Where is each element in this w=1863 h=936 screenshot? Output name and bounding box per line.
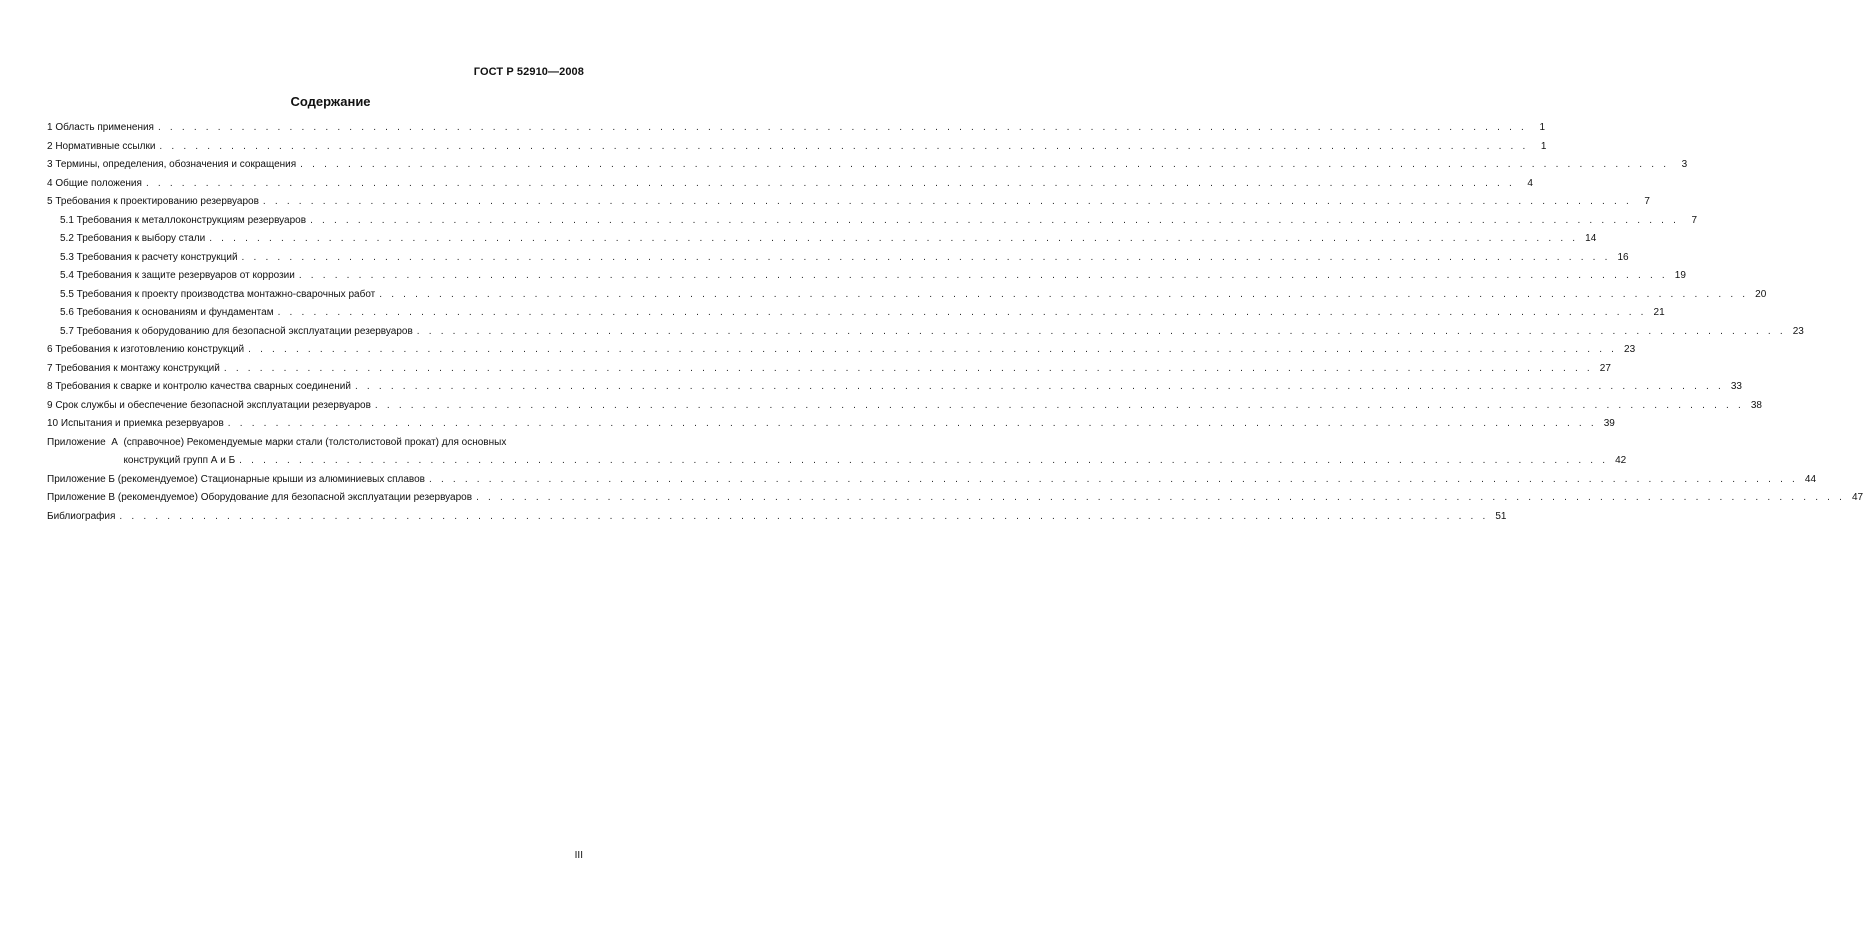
toc-page-number: 27 (1599, 362, 1611, 374)
toc-entry[interactable] (47, 508, 1507, 527)
toc-entry[interactable] (47, 267, 1686, 286)
toc-leader-dots (248, 341, 1617, 360)
toc-label: 4 Общие положения (47, 177, 142, 189)
toc-entry[interactable] (47, 119, 1546, 138)
toc-leader-dots (375, 397, 1744, 416)
toc-page-number: 20 (1755, 288, 1767, 300)
toc-label: Приложение Б (рекомендуемое) Стационарные крыши из алюминиевых сплавов (47, 473, 425, 485)
toc-entry[interactable] (47, 397, 1762, 416)
toc-page-number: 19 (1674, 270, 1686, 281)
toc-page-number: 3 (1681, 159, 1688, 170)
toc-entry[interactable] (47, 156, 1688, 175)
toc-leader-dots (228, 415, 1597, 434)
toc-leader-dots (158, 119, 1527, 138)
toc-leader-dots (379, 286, 1748, 305)
toc-page-number: 16 (1617, 251, 1629, 263)
toc-appendix-a-body (123, 434, 1626, 471)
toc-appendices (47, 471, 1863, 527)
toc-leader-dots (242, 249, 1611, 268)
toc-label: 5 Требования к проектированию резервуаров (47, 196, 259, 207)
toc-page-number: 38 (1750, 399, 1762, 411)
toc-label: 5.1 Требования к металлоконструкциям резервуаров (60, 214, 307, 226)
toc-label: Библиография (47, 510, 116, 522)
toc-page-number: 1 (1540, 140, 1547, 152)
toc-appendix-a[interactable] (47, 434, 1627, 471)
toc-page-number: 21 (1653, 307, 1665, 318)
toc-sections (47, 119, 1804, 434)
toc-leader-dots (209, 230, 1578, 249)
toc-leader-dots (417, 323, 1786, 342)
toc-page-number: 33 (1730, 381, 1742, 392)
toc-entry[interactable] (47, 360, 1611, 379)
toc-entry[interactable] (47, 138, 1547, 157)
toc-entry[interactable] (47, 471, 1817, 490)
toc-leader-dots (429, 471, 1798, 490)
toc-label: 5.3 Требования к расчету конструкций (60, 251, 238, 263)
toc-leader-dots (310, 212, 1679, 231)
toc-entry[interactable] (47, 286, 1767, 305)
table-of-contents (47, 119, 1863, 526)
toc-leader-dots (299, 267, 1668, 286)
toc-appendix-a-line2 (123, 452, 1626, 471)
toc-label: 5.5 Требования к проекту производства монтажно-сварочных работ (60, 288, 376, 300)
page-title: Содержание (290, 94, 371, 109)
toc-entry[interactable] (47, 323, 1804, 342)
toc-leader-dots (159, 138, 1528, 157)
toc-page-number: 23 (1792, 325, 1804, 337)
toc-label: 6 Требования к изготовлению конструкций (47, 344, 245, 355)
toc-entry[interactable] (47, 378, 1742, 397)
toc-entry[interactable] (47, 304, 1665, 323)
toc-page-number: 1 (1539, 122, 1546, 133)
toc-label: 3 Термины, определения, обозначения и сокращения (47, 159, 297, 170)
toc-appendix-a-line1: (справочное) Рекомендуемые марки стали (толстолистовой прокат) для основных (123, 436, 507, 448)
toc-label: 5.6 Требования к основаниям и фундаментам (60, 307, 274, 318)
toc-page-number: 14 (1585, 233, 1597, 244)
toc-entry[interactable] (47, 230, 1597, 249)
toc-leader-dots (119, 508, 1488, 527)
toc-page-number: 44 (1804, 473, 1817, 485)
toc-label: 9 Срок службы и обеспечение безопасной эксплуатации резервуаров (47, 399, 371, 411)
toc-label: 1 Область применения (47, 122, 154, 133)
toc-label: 2 Нормативные ссылки (47, 140, 156, 152)
toc-label: 5.7 Требования к оборудованию для безопасной эксплуатации резервуаров (60, 325, 413, 337)
toc-label: 10 Испытания и приемка резервуаров (47, 418, 224, 429)
toc-page-number: 23 (1624, 344, 1636, 355)
toc-page-number: 47 (1851, 492, 1863, 503)
toc-label: 5.2 Требования к выбору стали (60, 233, 206, 244)
toc-page-number: 51 (1495, 510, 1507, 522)
toc-entry[interactable] (47, 212, 1698, 231)
toc-leader-dots (476, 489, 1845, 508)
toc-entry[interactable] (47, 175, 1533, 194)
toc-page-number: 42 (1615, 455, 1627, 466)
toc-page-number: 39 (1603, 418, 1615, 429)
toc-page-number: 7 (1691, 214, 1698, 226)
toc-label: 7 Требования к монтажу конструкций (47, 362, 220, 374)
toc-entry[interactable] (47, 415, 1615, 434)
toc-appendix-a-prefix: Приложение А (47, 436, 124, 448)
toc-entry[interactable] (47, 193, 1650, 212)
toc-label: 5.4 Требования к защите резервуаров от коррозии (60, 270, 295, 281)
toc-entry[interactable] (47, 489, 1863, 508)
toc-page-number: 4 (1527, 177, 1533, 189)
toc-label: Приложение В (рекомендуемое) Оборудование для безопасной эксплуатации резервуаров (47, 492, 473, 503)
toc-page-number: 7 (1644, 196, 1650, 207)
toc-leader-dots (300, 156, 1669, 175)
toc-leader-dots (278, 304, 1647, 323)
toc-leader-dots (146, 175, 1515, 194)
toc-leader-dots (239, 452, 1608, 471)
page-number: III (574, 850, 583, 861)
toc-entry[interactable] (47, 249, 1629, 268)
toc-label: 8 Требования к сварке и контролю качества сварных соединений (47, 381, 351, 392)
toc-leader-dots (224, 360, 1593, 379)
toc-leader-dots (263, 193, 1632, 212)
toc-entry[interactable] (47, 341, 1636, 360)
toc-leader-dots (355, 378, 1724, 397)
toc-label: конструкций групп А и Б (123, 455, 236, 466)
document-header: ГОСТ Р 52910—2008 (473, 66, 584, 78)
